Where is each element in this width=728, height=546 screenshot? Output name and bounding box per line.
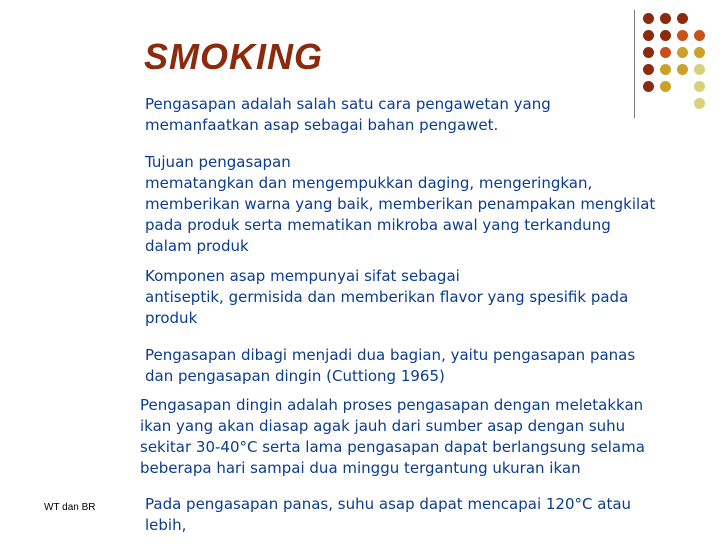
text-line: ikan yang akan diasap agak jauh dari sumber asap dengan suhu [140, 417, 626, 435]
decorative-dot [677, 64, 688, 75]
decorative-dot [694, 30, 705, 41]
text-line: pada produk serta mematikan mikroba awal yang terkandung [145, 216, 611, 234]
text-line: dan pengasapan dingin (Cuttiong 1965) [145, 367, 445, 385]
decorative-dot [694, 81, 705, 92]
text-line: Tujuan pengasapan [145, 153, 291, 171]
decorative-dot [677, 30, 688, 41]
decorative-dot [643, 47, 654, 58]
decorative-dot [660, 13, 671, 24]
text-line: Pengasapan dibagi menjadi dua bagian, yaitu pengasapan panas [145, 346, 636, 364]
text-line: dalam produk [145, 237, 249, 255]
decorative-dot [643, 64, 654, 75]
paragraph-types [145, 345, 635, 387]
paragraph-definition [145, 94, 551, 136]
decorative-dot [694, 64, 705, 75]
paragraph-components [145, 266, 628, 329]
decorative-dot [660, 64, 671, 75]
decorative-dot [660, 81, 671, 92]
decorative-dot [643, 81, 654, 92]
slide-title: SMOKING [144, 36, 324, 77]
text-line: produk [145, 309, 198, 327]
text-line: mematangkan dan mengempukkan daging, mengeringkan, [145, 174, 593, 192]
paragraph-purpose [145, 152, 655, 257]
text-line: antiseptik, germisida dan memberikan flavor yang spesifik pada [145, 288, 629, 306]
text-line: Pengasapan adalah salah satu cara pengawetan yang [145, 95, 551, 113]
text-line: sekitar 30-40°C serta lama pengasapan dapat berlangsung selama [140, 438, 645, 456]
text-line: memberikan warna yang baik, memberikan penampakan mengkilat [145, 195, 656, 213]
text-line: lebih, [145, 516, 187, 534]
text-line: Pada pengasapan panas, suhu asap dapat mencapai 120°C atau [145, 495, 632, 513]
text-line: beberapa hari sampai dua minggu tergantung ukuran ikan [140, 459, 581, 477]
decorative-dot [694, 47, 705, 58]
paragraph-cold-smoking [140, 395, 645, 479]
decorative-dot [660, 30, 671, 41]
slide-footer: WT dan BR [44, 502, 96, 513]
paragraph-hot-smoking [145, 494, 631, 536]
decorative-dot [660, 47, 671, 58]
decorative-divider-line [634, 10, 635, 118]
decorative-dot [694, 98, 705, 109]
text-line: Komponen asap mempunyai sifat sebagai [145, 267, 460, 285]
text-line: memanfaatkan asap sebagai bahan pengawet. [145, 116, 499, 134]
decorative-dot [643, 13, 654, 24]
text-line: Pengasapan dingin adalah proses pengasapan dengan meletakkan [140, 396, 644, 414]
decorative-dot [677, 47, 688, 58]
decorative-dot [677, 13, 688, 24]
decorative-dot [643, 30, 654, 41]
